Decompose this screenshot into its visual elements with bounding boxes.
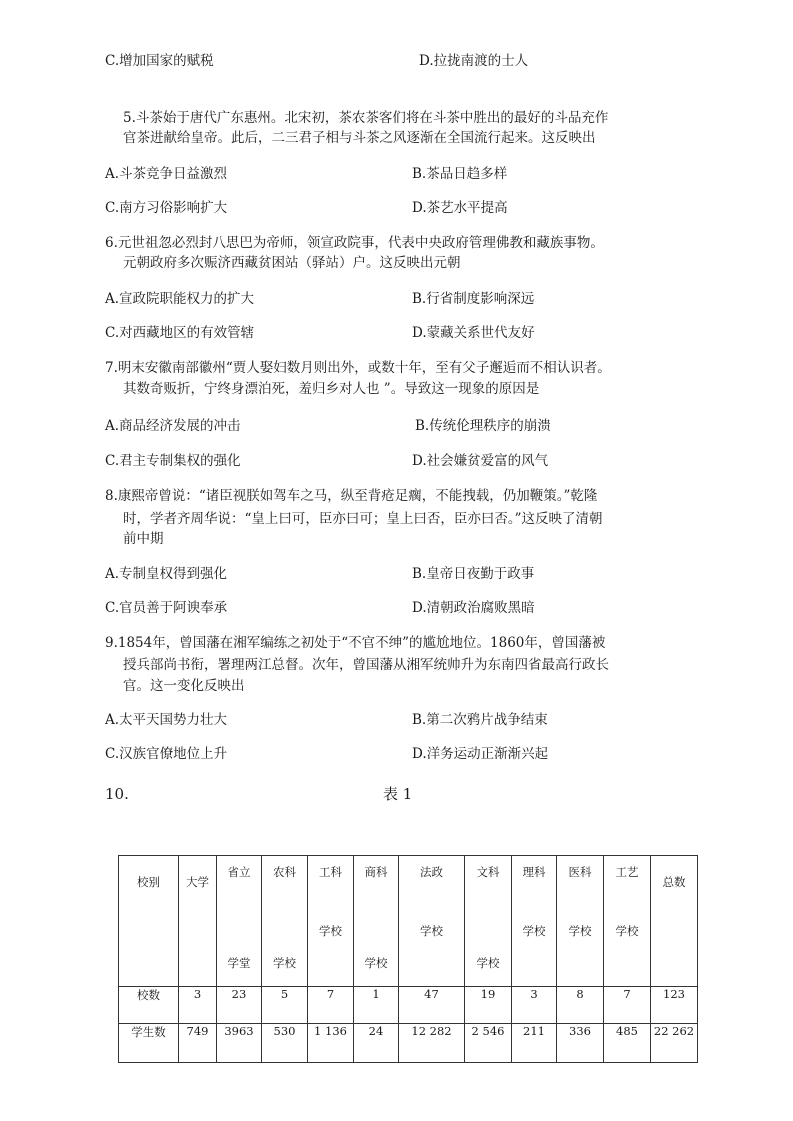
table-cell: 23 (217, 987, 262, 1024)
q5-stem-line2: 官茶进献给皇帝。此后，二三君子相与斗茶之风逐渐在全国流行起来。这反映出 (123, 130, 596, 146)
q7-option-a: A.商品经济发展的冲击 (105, 418, 241, 434)
q6-option-b: B.行省制度影响深远 (412, 291, 535, 307)
q9-option-c: C.汉族官僚地位上升 (105, 746, 228, 762)
q6-option-d: D.蒙藏关系世代友好 (412, 325, 535, 341)
table-cell: 24 (354, 1024, 399, 1063)
table-cell: 学生数 (119, 1024, 179, 1063)
q5-option-b: B.茶品日趋多样 (412, 166, 508, 182)
school-statistics-table (118, 855, 698, 1063)
header-cell: 校别 (119, 856, 179, 987)
table-cell: 校数 (119, 987, 179, 1024)
q6-option-a: A.宣政院职能权力的扩大 (105, 291, 255, 307)
q6-option-c: C.对西藏地区的有效管辖 (105, 325, 255, 341)
table-cell: 12 282 (399, 1024, 465, 1063)
table-cell: 1 136 (308, 1024, 354, 1063)
q5-option-d: D.茶艺水平提高 (412, 200, 508, 216)
header-cell: 医科 学校 (557, 856, 604, 987)
header-cell: 工科 学校 (308, 856, 354, 987)
table-cell: 47 (399, 987, 465, 1024)
q7-option-b: B.传统伦理秩序的崩溃 (415, 418, 551, 434)
q8-option-a: A.专制皇权得到强化 (105, 566, 228, 582)
table-cell: 7 (604, 987, 651, 1024)
q10-number: 10. (105, 785, 129, 803)
header-cell: 大学 (179, 856, 217, 987)
table-cell: 3963 (217, 1024, 262, 1063)
table-cell: 3 (512, 987, 557, 1024)
q8-stem-line2: 时，学者齐周华说：“皇上曰可，臣亦曰可；皇上曰否，臣亦曰否。”这反映了清朝 (123, 511, 603, 527)
table-cell: 123 (651, 987, 698, 1024)
header-cell: 农科 学校 (262, 856, 308, 987)
q9-option-d: D.洋务运动正渐渐兴起 (412, 746, 549, 762)
q5-option-a: A.斗茶竞争日益激烈 (105, 166, 228, 182)
q5-option-c: C.南方习俗影响扩大 (105, 200, 228, 216)
q5-stem-line1: 5.斗茶始于唐代广东惠州。北宋初，茶农茶客们将在斗茶中胜出的最好的斗品充作 (123, 110, 609, 126)
table-title: 表 1 (383, 785, 413, 803)
q8-option-b: B.皇帝日夜勤于政事 (412, 566, 535, 582)
header-cell: 商科 学校 (354, 856, 399, 987)
table-cell: 8 (557, 987, 604, 1024)
q4-option-c: C.增加国家的赋税 (105, 53, 214, 69)
header-cell: 总数 (651, 856, 698, 987)
header-cell: 省立 学堂 (217, 856, 262, 987)
header-cell: 理科 学校 (512, 856, 557, 987)
q4-option-d: D.拉拢南渡的士人 (419, 53, 529, 69)
header-cell: 文科 学校 (465, 856, 512, 987)
table-cell: 2 546 (465, 1024, 512, 1063)
header-cell: 法政 学校 (399, 856, 465, 987)
table-cell: 749 (179, 1024, 217, 1063)
q9-option-a: A.太平天国势力壮大 (105, 712, 228, 728)
q9-stem-line3: 官。这一变化反映出 (123, 678, 245, 694)
q7-option-d: D.社会嫌贫爱富的风气 (412, 453, 549, 469)
table-cell: 485 (604, 1024, 651, 1063)
q8-stem-line1: 8.康熙帝曾说：“诸臣视朕如驾车之马，纵至背疮足瘸，不能拽载，仍加鞭策。”乾隆 (105, 488, 598, 504)
q9-option-b: B.第二次鸦片战争结束 (412, 712, 548, 728)
q8-option-c: C.官员善于阿谀奉承 (105, 600, 228, 616)
q7-option-c: C.君主专制集权的强化 (105, 453, 241, 469)
q9-stem-line1: 9.1854年，曾国藩在湘军编练之初处于“不官不绅”的尴尬地位。1860年，曾国藩被 (105, 635, 606, 651)
q6-stem-line2: 元朝政府多次赈济西藏贫困站（驿站）户。这反映出元朝 (123, 255, 461, 271)
table-row-student-count (119, 1024, 698, 1063)
table-cell: 1 (354, 987, 399, 1024)
q8-stem-line3: 前中期 (123, 531, 164, 547)
table-header-row (119, 856, 698, 987)
table-cell: 7 (308, 987, 354, 1024)
table-cell: 5 (262, 987, 308, 1024)
table-cell: 22 262 (651, 1024, 698, 1063)
table-row-school-count (119, 987, 698, 1024)
header-cell: 工艺 学校 (604, 856, 651, 987)
table-cell: 3 (179, 987, 217, 1024)
table-cell: 530 (262, 1024, 308, 1063)
q7-stem-line2: 其数奇贩折，宁终身漂泊死，羞归乡对人也 ”。导致这一现象的原因是 (123, 381, 540, 397)
table-cell: 336 (557, 1024, 604, 1063)
q6-stem-line1: 6.元世祖忽必烈封八思巴为帝师，领宣政院事，代表中央政府管理佛教和藏族事物。 (105, 235, 604, 251)
q8-option-d: D.清朝政治腐败黑暗 (412, 600, 535, 616)
q7-stem-line1: 7.明末安徽南部徽州“贾人娶妇数月则出外，或数十年，至有父子邂逅而不相认识者。 (105, 360, 611, 376)
table-cell: 211 (512, 1024, 557, 1063)
table-cell: 19 (465, 987, 512, 1024)
q9-stem-line2: 授兵部尚书衔，署理两江总督。次年，曾国藩从湘军统帅升为东南四省最高行政长 (123, 657, 609, 673)
